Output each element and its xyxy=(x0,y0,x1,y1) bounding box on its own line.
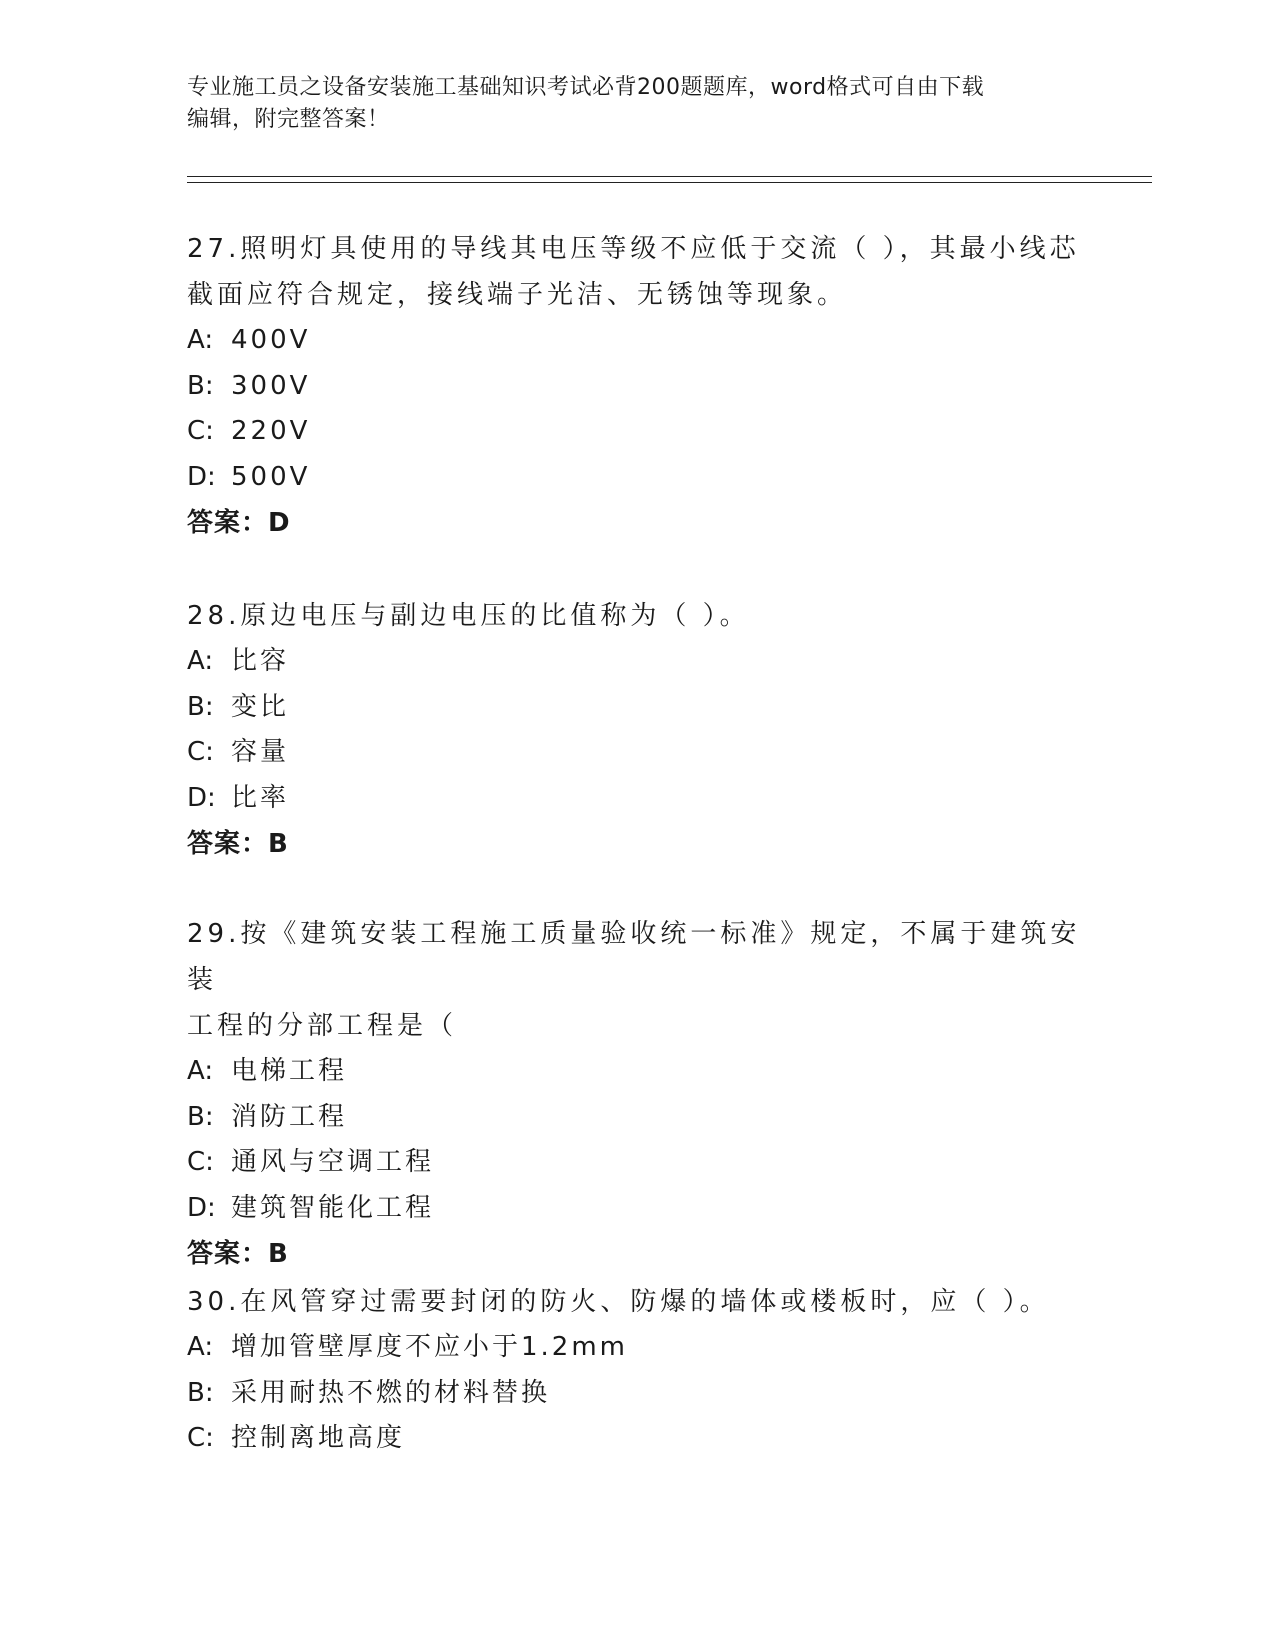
option-text: 控制离地高度 xyxy=(231,1423,406,1453)
option-a xyxy=(187,639,1087,685)
option-c xyxy=(187,1416,1087,1462)
question-30 xyxy=(187,1279,1087,1462)
header-line-2: 编辑，附完整答案！ xyxy=(187,107,390,132)
option-text: 比率 xyxy=(231,782,290,813)
option-a xyxy=(187,318,1087,364)
header-divider-bottom xyxy=(187,182,1152,183)
option-letter: C: xyxy=(187,737,214,767)
question-28 xyxy=(187,593,1087,867)
option-text: 建筑智能化工程 xyxy=(231,1192,435,1223)
option-a xyxy=(187,1325,1087,1371)
option-letter: B: xyxy=(187,370,214,401)
question-stem-line-1: 28.原边电压与副边电压的比值称为（ ）。 xyxy=(187,601,750,631)
option-a xyxy=(187,1049,1087,1095)
option-letter: D: xyxy=(187,461,216,492)
question-stem-line-1: 29.按《建筑安装工程施工质量验收统一标准》规定，不属于建筑安装 xyxy=(187,919,1081,995)
option-d xyxy=(187,1186,1087,1232)
option-letter: C: xyxy=(187,416,214,446)
option-letter: A: xyxy=(187,1332,214,1362)
header-line-1: 专业施工员之设备安装施工基础知识考试必背200题题库，word格式可自由下载 xyxy=(187,75,985,100)
answer: 答案：D xyxy=(187,508,291,538)
option-d xyxy=(187,776,1087,822)
option-text: 300V xyxy=(231,370,311,401)
option-letter: C: xyxy=(187,1147,214,1177)
option-text: 电梯工程 xyxy=(231,1056,348,1086)
option-b xyxy=(187,1095,1087,1141)
question-29 xyxy=(187,911,1087,1277)
option-letter: A: xyxy=(187,1056,214,1086)
option-letter: C: xyxy=(187,1423,214,1453)
question-27 xyxy=(187,226,1087,546)
option-text: 220V xyxy=(231,416,311,446)
option-letter: B: xyxy=(187,691,214,722)
document-header xyxy=(187,72,1067,136)
option-text: 增加管壁厚度不应小于1.2mm xyxy=(231,1332,629,1362)
option-text: 消防工程 xyxy=(231,1101,348,1132)
question-stem-line-2: 截面应符合规定，接线端子光洁、无锈蚀等现象。 xyxy=(187,280,848,310)
question-stem-line-2: 工程的分部工程是（ xyxy=(187,1011,458,1041)
answer: 答案：B xyxy=(187,1239,289,1269)
option-letter: B: xyxy=(187,1377,214,1408)
option-c xyxy=(187,1140,1087,1186)
answer: 答案：B xyxy=(187,829,289,859)
option-text: 400V xyxy=(231,325,311,355)
option-letter: D: xyxy=(187,782,216,813)
option-text: 变比 xyxy=(231,691,290,722)
question-stem-line-1: 30.在风管穿过需要封闭的防火、防爆的墙体或楼板时，应（ ）。 xyxy=(187,1287,1050,1317)
header-divider-top xyxy=(187,176,1152,177)
option-text: 通风与空调工程 xyxy=(231,1147,435,1177)
option-text: 500V xyxy=(231,461,311,492)
option-letter: A: xyxy=(187,646,214,676)
option-d xyxy=(187,455,1087,501)
option-text: 比容 xyxy=(231,646,290,676)
option-b xyxy=(187,1371,1087,1417)
option-b xyxy=(187,685,1087,731)
option-c xyxy=(187,409,1087,455)
option-c xyxy=(187,730,1087,776)
option-letter: D: xyxy=(187,1192,216,1223)
option-text: 容量 xyxy=(231,737,290,767)
option-letter: B: xyxy=(187,1101,214,1132)
option-text: 采用耐热不燃的材料替换 xyxy=(231,1377,551,1408)
option-letter: A: xyxy=(187,325,214,355)
option-b xyxy=(187,364,1087,410)
question-stem-line-1: 27.照明灯具使用的导线其电压等级不应低于交流（ ），其最小线芯 xyxy=(187,234,1080,264)
